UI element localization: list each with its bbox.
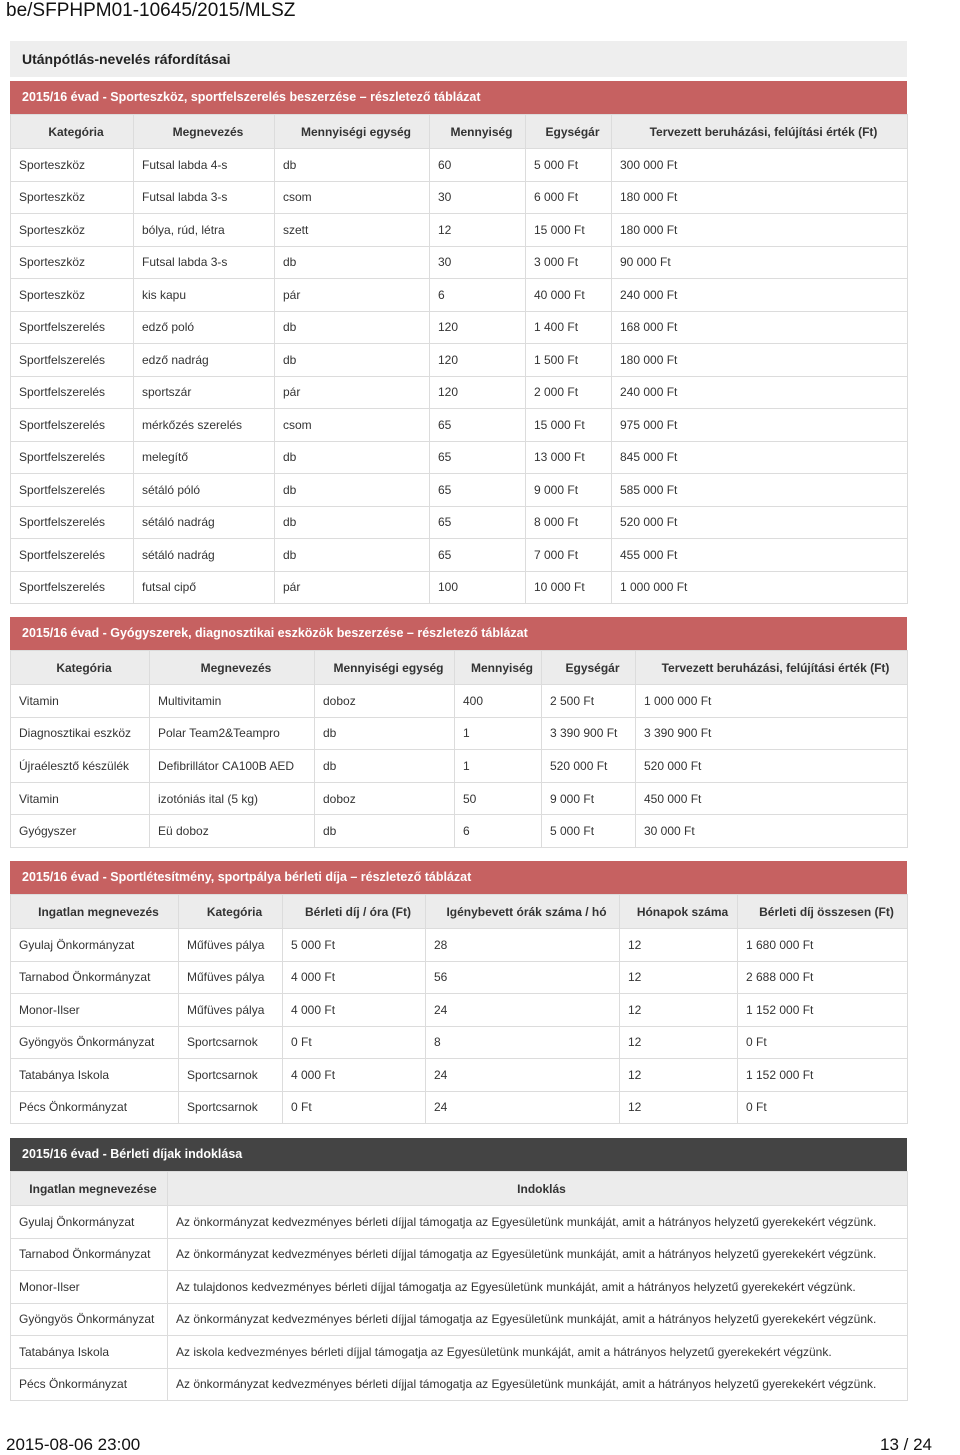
table-cell: doboz <box>315 782 455 815</box>
table-cell: 975 000 Ft <box>612 409 908 442</box>
table-cell: 240 000 Ft <box>612 279 908 312</box>
footer-page-number: 13 / 24 <box>880 1435 932 1454</box>
table-cell: 450 000 Ft <box>636 782 908 815</box>
table-row <box>11 1238 908 1271</box>
table-cell: 1 000 000 Ft <box>636 685 908 718</box>
table-row <box>11 1368 908 1401</box>
table-cell: 0 Ft <box>738 1026 908 1059</box>
column-header: Mennyiség <box>430 115 526 149</box>
table-cell: 3 390 900 Ft <box>636 717 908 750</box>
table-cell: 400 <box>455 685 542 718</box>
table-cell: 10 000 Ft <box>526 571 612 604</box>
table-row <box>11 474 908 507</box>
table-cell: Sportfelszerelés <box>11 409 134 442</box>
column-header: Mennyiség <box>455 651 542 685</box>
column-header: Mennyiségi egység <box>275 115 430 149</box>
table-cell: Vitamin <box>11 782 150 815</box>
table-row <box>11 1271 908 1304</box>
table-cell: 65 <box>430 409 526 442</box>
table-cell: Sportcsarnok <box>179 1026 283 1059</box>
table-cell: 455 000 Ft <box>612 539 908 572</box>
table-cell: 56 <box>426 961 620 994</box>
column-header: Ingatlan megnevezés <box>11 895 179 929</box>
table-cell: melegítő <box>134 441 275 474</box>
table-cell: Sportfelszerelés <box>11 571 134 604</box>
table-cell: mérkőzés szerelés <box>134 409 275 442</box>
table-cell: 12 <box>430 214 526 247</box>
table-cell: sétáló nadrág <box>134 539 275 572</box>
table-row <box>11 1336 908 1369</box>
table-cell: Tarnabod Önkormányzat <box>11 961 179 994</box>
table-cell: 90 000 Ft <box>612 246 908 279</box>
table-cell: Monor-Ilser <box>11 1271 168 1304</box>
table-cell: Sporteszköz <box>11 149 134 182</box>
table-row <box>11 961 908 994</box>
table-cell: Multivitamin <box>150 685 315 718</box>
rental-justification-table <box>10 1171 908 1401</box>
table-cell: 5 000 Ft <box>283 929 426 962</box>
table-cell: 5 000 Ft <box>526 149 612 182</box>
table-cell: 2 688 000 Ft <box>738 961 908 994</box>
table-cell: Sporteszköz <box>11 279 134 312</box>
table-cell: Sportfelszerelés <box>11 441 134 474</box>
equipment-section-title: 2015/16 évad - Sporteszköz, sportfelszerelés beszerzése – részletező táblázat <box>10 81 907 114</box>
table-cell: 15 000 Ft <box>526 214 612 247</box>
table-row <box>11 1303 908 1336</box>
table-cell: db <box>275 441 430 474</box>
column-header: Egységár <box>542 651 636 685</box>
table-row <box>11 506 908 539</box>
facility-rental-table <box>10 894 908 1124</box>
table-cell: 12 <box>620 929 738 962</box>
table-cell: Futsal labda 4-s <box>134 149 275 182</box>
medical-section <box>10 617 907 848</box>
table-cell: szett <box>275 214 430 247</box>
table-cell: 28 <box>426 929 620 962</box>
table-cell: 50 <box>455 782 542 815</box>
table-cell: Futsal labda 3-s <box>134 246 275 279</box>
table-cell: Eü doboz <box>150 815 315 848</box>
column-header: Bérleti díj / óra (Ft) <box>283 895 426 929</box>
table-cell: 24 <box>426 1091 620 1124</box>
column-header: Megnevezés <box>134 115 275 149</box>
table-cell: doboz <box>315 685 455 718</box>
table-cell: 585 000 Ft <box>612 474 908 507</box>
table-cell: 2 000 Ft <box>526 376 612 409</box>
table-header-row <box>11 651 908 685</box>
table-cell: Sportcsarnok <box>179 1091 283 1124</box>
table-cell: 0 Ft <box>738 1091 908 1124</box>
table-cell: Újraélesztő készülék <box>11 750 150 783</box>
table-cell: pár <box>275 279 430 312</box>
table-cell: 168 000 Ft <box>612 311 908 344</box>
table-cell: 1 <box>455 750 542 783</box>
table-cell: 30 <box>430 246 526 279</box>
table-row <box>11 929 908 962</box>
column-header: Tervezett beruházási, felújítási érték (Ft) <box>612 115 908 149</box>
table-cell: Gyöngyös Önkormányzat <box>11 1303 168 1336</box>
table-row <box>11 1206 908 1239</box>
table-cell: Az önkormányzat kedvezményes bérleti díjjal támogatja az Egyesületünk munkáját, amit a hátrányos helyzetű gyerekekért végzünk. <box>168 1206 908 1239</box>
column-header: Kategória <box>179 895 283 929</box>
table-row <box>11 1091 908 1124</box>
table-cell: 6 <box>455 815 542 848</box>
table-cell: Sporteszköz <box>11 181 134 214</box>
table-cell: csom <box>275 409 430 442</box>
medical-section-title: 2015/16 évad - Gyógyszerek, diagnosztikai eszközök beszerzése – részletező táblázat <box>10 617 907 650</box>
table-cell: 6 000 Ft <box>526 181 612 214</box>
table-row <box>11 815 908 848</box>
table-cell: 100 <box>430 571 526 604</box>
table-cell: pár <box>275 376 430 409</box>
column-header: Ingatlan megnevezése <box>11 1172 168 1206</box>
table-cell: 12 <box>620 1059 738 1092</box>
table-row <box>11 409 908 442</box>
table-cell: db <box>315 750 455 783</box>
table-cell: edző nadrág <box>134 344 275 377</box>
table-cell: 65 <box>430 539 526 572</box>
column-header: Egységár <box>526 115 612 149</box>
facility-rental-section <box>10 861 907 1124</box>
table-cell: 8 000 Ft <box>526 506 612 539</box>
table-cell: 1 400 Ft <box>526 311 612 344</box>
table-cell: bólya, rúd, létra <box>134 214 275 247</box>
table-row <box>11 441 908 474</box>
table-cell: Defibrillátor CA100B AED <box>150 750 315 783</box>
table-cell: kis kapu <box>134 279 275 312</box>
column-header: Igénybevett órák száma / hó <box>426 895 620 929</box>
medical-table <box>10 650 908 848</box>
table-cell: 12 <box>620 961 738 994</box>
table-row <box>11 181 908 214</box>
table-cell: 240 000 Ft <box>612 376 908 409</box>
table-cell: 1 000 000 Ft <box>612 571 908 604</box>
table-cell: Gyulaj Önkormányzat <box>11 929 179 962</box>
table-cell: 6 <box>430 279 526 312</box>
table-row <box>11 1026 908 1059</box>
table-cell: 24 <box>426 994 620 1027</box>
table-cell: 4 000 Ft <box>283 961 426 994</box>
table-row <box>11 311 908 344</box>
table-cell: 120 <box>430 376 526 409</box>
table-cell: db <box>275 506 430 539</box>
column-header: Tervezett beruházási, felújítási érték (Ft) <box>636 651 908 685</box>
table-cell: 0 Ft <box>283 1091 426 1124</box>
table-cell: 12 <box>620 994 738 1027</box>
table-cell: db <box>275 149 430 182</box>
table-cell: 0 Ft <box>283 1026 426 1059</box>
table-cell: 24 <box>426 1059 620 1092</box>
rental-justification-section-title: 2015/16 évad - Bérleti díjak indoklása <box>10 1138 907 1171</box>
table-cell: 30 000 Ft <box>636 815 908 848</box>
table-cell: 4 000 Ft <box>283 994 426 1027</box>
table-cell: Az önkormányzat kedvezményes bérleti díjjal támogatja az Egyesületünk munkáját, amit a hátrányos helyzetű gyerekekért végzünk. <box>168 1303 908 1336</box>
table-cell: 15 000 Ft <box>526 409 612 442</box>
table-row <box>11 1059 908 1092</box>
table-cell: 65 <box>430 506 526 539</box>
table-cell: sportszár <box>134 376 275 409</box>
table-cell: sétáló nadrág <box>134 506 275 539</box>
column-header: Mennyiségi egység <box>315 651 455 685</box>
table-cell: 845 000 Ft <box>612 441 908 474</box>
table-cell: 4 000 Ft <box>283 1059 426 1092</box>
table-cell: 9 000 Ft <box>542 782 636 815</box>
table-cell: 13 000 Ft <box>526 441 612 474</box>
footer-timestamp: 2015-08-06 23:00 <box>6 1435 141 1454</box>
table-cell: Tarnabod Önkormányzat <box>11 1238 168 1271</box>
table-cell: Műfüves pálya <box>179 929 283 962</box>
equipment-section <box>10 81 907 604</box>
table-cell: Sportfelszerelés <box>11 344 134 377</box>
table-cell: Műfüves pálya <box>179 994 283 1027</box>
table-cell: 1 152 000 Ft <box>738 994 908 1027</box>
table-cell: futsal cipő <box>134 571 275 604</box>
table-header-row <box>11 115 908 149</box>
column-header: Indoklás <box>168 1172 908 1206</box>
column-header: Megnevezés <box>150 651 315 685</box>
table-cell: db <box>315 815 455 848</box>
table-cell: 9 000 Ft <box>526 474 612 507</box>
table-cell: Sportcsarnok <box>179 1059 283 1092</box>
table-cell: edző poló <box>134 311 275 344</box>
table-cell: 40 000 Ft <box>526 279 612 312</box>
table-header-row <box>11 1172 908 1206</box>
table-cell: Pécs Önkormányzat <box>11 1091 179 1124</box>
table-cell: 2 500 Ft <box>542 685 636 718</box>
table-cell: izotóniás ital (5 kg) <box>150 782 315 815</box>
equipment-table <box>10 114 908 604</box>
table-cell: Sportfelszerelés <box>11 311 134 344</box>
table-cell: Az önkormányzat kedvezményes bérleti díjjal támogatja az Egyesületünk munkáját, amit a hátrányos helyzetű gyerekekért végzünk. <box>168 1368 908 1401</box>
table-cell: Sportfelszerelés <box>11 474 134 507</box>
table-row <box>11 717 908 750</box>
table-row <box>11 750 908 783</box>
column-header: Bérleti díj összesen (Ft) <box>738 895 908 929</box>
table-row <box>11 571 908 604</box>
facility-rental-section-title: 2015/16 évad - Sportlétesítmény, sportpálya bérleti díja – részletező táblázat <box>10 861 907 894</box>
table-row <box>11 344 908 377</box>
table-cell: 180 000 Ft <box>612 344 908 377</box>
table-cell: 12 <box>620 1026 738 1059</box>
table-cell: Gyöngyös Önkormányzat <box>11 1026 179 1059</box>
page-title: Utánpótlás-nevelés ráfordításai <box>10 41 907 77</box>
column-header: Hónapok száma <box>620 895 738 929</box>
table-cell: 65 <box>430 441 526 474</box>
table-cell: 520 000 Ft <box>612 506 908 539</box>
table-cell: Gyógyszer <box>11 815 150 848</box>
table-cell: Sportfelszerelés <box>11 376 134 409</box>
table-row <box>11 685 908 718</box>
table-cell: 3 000 Ft <box>526 246 612 279</box>
table-cell: db <box>275 539 430 572</box>
table-cell: db <box>275 311 430 344</box>
table-cell: pár <box>275 571 430 604</box>
table-cell: Műfüves pálya <box>179 961 283 994</box>
table-cell: 120 <box>430 344 526 377</box>
table-cell: Az iskola kedvezményes bérleti díjjal támogatja az Egyesületünk munkáját, amit a hátrányos helyzetű gyerekekért végzünk. <box>168 1336 908 1369</box>
table-cell: Monor-Ilser <box>11 994 179 1027</box>
table-header-row <box>11 895 908 929</box>
table-cell: 1 152 000 Ft <box>738 1059 908 1092</box>
table-cell: Diagnosztikai eszköz <box>11 717 150 750</box>
table-cell: 3 390 900 Ft <box>542 717 636 750</box>
table-cell: 30 <box>430 181 526 214</box>
table-cell: Gyulaj Önkormányzat <box>11 1206 168 1239</box>
table-cell: 120 <box>430 311 526 344</box>
table-cell: db <box>275 246 430 279</box>
table-cell: Az tulajdonos kedvezményes bérleti díjjal támogatja az Egyesületünk munkáját, amit a hátrányos helyzetű gyerekekért végzünk. <box>168 1271 908 1304</box>
table-cell: csom <box>275 181 430 214</box>
document-id: be/SFPHPM01-10645/2015/MLSZ <box>6 0 296 21</box>
table-cell: 1 680 000 Ft <box>738 929 908 962</box>
column-header: Kategória <box>11 115 134 149</box>
table-row <box>11 782 908 815</box>
table-cell: 8 <box>426 1026 620 1059</box>
column-header: Kategória <box>11 651 150 685</box>
table-cell: Sportfelszerelés <box>11 506 134 539</box>
table-cell: 520 000 Ft <box>542 750 636 783</box>
table-cell: 1 500 Ft <box>526 344 612 377</box>
table-cell: Sporteszköz <box>11 246 134 279</box>
table-row <box>11 539 908 572</box>
table-cell: db <box>275 344 430 377</box>
table-cell: Vitamin <box>11 685 150 718</box>
table-cell: 7 000 Ft <box>526 539 612 572</box>
table-cell: Futsal labda 3-s <box>134 181 275 214</box>
table-cell: sétáló póló <box>134 474 275 507</box>
table-row <box>11 246 908 279</box>
table-cell: 65 <box>430 474 526 507</box>
table-cell: Sportfelszerelés <box>11 539 134 572</box>
table-cell: Polar Team2&Teampro <box>150 717 315 750</box>
table-cell: Tatabánya Iskola <box>11 1336 168 1369</box>
table-cell: 60 <box>430 149 526 182</box>
table-row <box>11 149 908 182</box>
table-cell: 300 000 Ft <box>612 149 908 182</box>
table-cell: 1 <box>455 717 542 750</box>
table-cell: Pécs Önkormányzat <box>11 1368 168 1401</box>
table-cell: 12 <box>620 1091 738 1124</box>
table-cell: 180 000 Ft <box>612 181 908 214</box>
table-cell: 180 000 Ft <box>612 214 908 247</box>
table-cell: 5 000 Ft <box>542 815 636 848</box>
table-row <box>11 214 908 247</box>
table-cell: db <box>315 717 455 750</box>
table-cell: Sporteszköz <box>11 214 134 247</box>
table-cell: db <box>275 474 430 507</box>
table-cell: 520 000 Ft <box>636 750 908 783</box>
table-row <box>11 994 908 1027</box>
table-cell: Tatabánya Iskola <box>11 1059 179 1092</box>
table-row <box>11 376 908 409</box>
table-row <box>11 279 908 312</box>
rental-justification-section <box>10 1138 907 1401</box>
table-cell: Az önkormányzat kedvezményes bérleti díjjal támogatja az Egyesületünk munkáját, amit a hátrányos helyzetű gyerekekért végzünk. <box>168 1238 908 1271</box>
